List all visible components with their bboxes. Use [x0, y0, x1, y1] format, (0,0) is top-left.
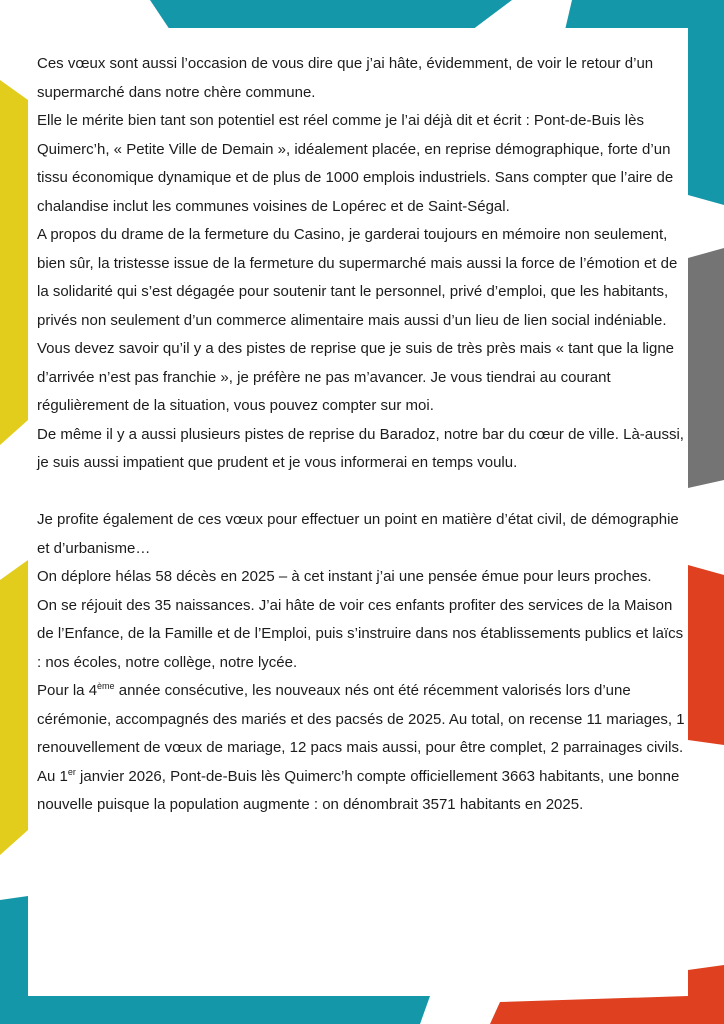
paragraph-supermarket-return: Ces vœux sont aussi l’occasion de vous dire que j’ai hâte, évidemment, de voir le retour d’un supermarché dans notre chère commune.: [37, 55, 654, 101]
paragraph-casino-closure: A propos du drame de la fermeture du Casino, je garderai toujours en mémoire non seulement, bien sûr, la tristesse issue de la fermeture du supermarché mais aussi la force de l’émotion et de la solidarité qui s’est dégagée pour soutenir tant le personnel, privé d’emploi, que les habitants, privés non seulement d’un commerce alimentaire mais aussi d’un lieu de lien social indéniable.: [37, 226, 678, 329]
paragraph-civil-status-intro: Je profite également de ces vœux pour effectuer un point en matière d’état civil, de démographie et d’urbanisme…: [37, 511, 679, 557]
paragraph-takeover-leads: Vous devez savoir qu’il y a des pistes de reprise que je suis de très près mais « tant que la ligne d’arrivée n’est pas franchie », je préfère ne pas m’avancer. Je vous tiendrai au courant régulièrement de la situation, vous pouvez compter sur moi.: [37, 340, 675, 414]
paragraph-ceremony: Pour la 4ème année consécutive, les nouveaux nés ont été récemment valorisés lors d’une cérémonie, accompagnés des mariés et des pacsés de 2025. Au total, on recense 11 mariages, 1 renouvellement de vœux de mariage, 12 pacs mais aussi, pour être complet, 2 parrainages civils.: [37, 681, 685, 756]
paragraph-deaths: On déplore hélas 58 décès en 2025 – à cet instant j’ai une pensée émue pour leurs proches.: [37, 568, 652, 585]
top-teal-shape: [150, 0, 512, 30]
left-yellow-shape-upper: [0, 80, 28, 445]
paragraph-population: Au 1er janvier 2026, Pont-de-Buis lès Quimerc’h compte officiellement 3663 habitants, une bonne nouvelle puisque la population augmente : on dénombrait 3571 habitants en 2025.: [37, 766, 680, 813]
paragraph-baradoz: De même il y a aussi plusieurs pistes de reprise du Baradoz, notre bar du cœur de ville. Là-aussi, je suis aussi impatient que prudent et je vous informerai en temps voulu.: [37, 425, 684, 471]
paragraph-spacer: [37, 478, 687, 507]
right-gray-shape: [688, 248, 724, 488]
letter-body: [37, 50, 687, 820]
left-yellow-shape-lower: [0, 560, 28, 855]
paragraph-births: On se réjouit des 35 naissances. J’ai hâte de voir ces enfants profiter des services de la Maison de l’Enfance, de la Famille et de l’Emploi, puis s’instruire dans nos établissements publics et laïcs : nos écoles, notre collège, notre lycée.: [37, 596, 684, 671]
paragraph-town-potential: Elle le mérite bien tant son potentiel est réel comme je l’ai déjà dit et écrit : Pont-de-Buis lès Quimerc’h, « Petite Ville de Demain », idéalement placée, en reprise démographique, forte d’un tissu économique dynamique et de plus de 1000 emplois industriels. Sans compter que l’aire de chalandise inclut les communes voisines de Lopérec et de Saint-Ségal.: [37, 112, 674, 215]
right-red-shape: [688, 565, 724, 745]
